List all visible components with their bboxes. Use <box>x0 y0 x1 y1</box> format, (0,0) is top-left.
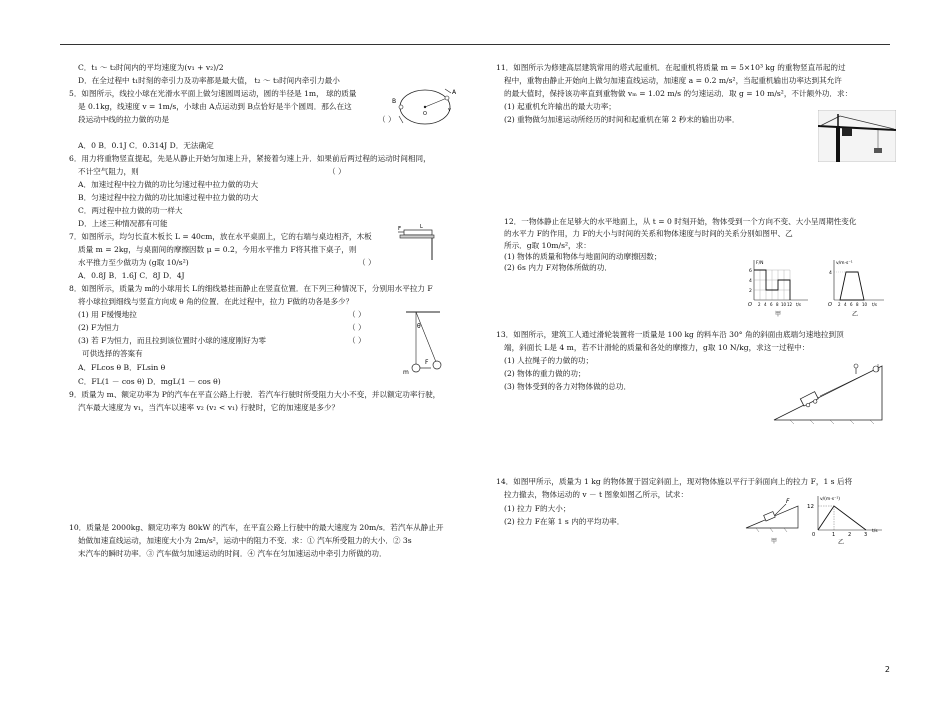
text-line-l25: 9．质量为 m、额定功率为 P的汽车在平直公路上行驶．若汽车行驶时所受阻力大小不变，并以额定功率行驶， <box>69 390 441 399</box>
text-line-l15: 水平推力至少做功为 (g取 10/s²) <box>78 258 189 267</box>
q5-label-v: v <box>448 107 451 113</box>
q7-label-l: L <box>420 224 423 230</box>
text-line-l23: A．FLcos θ B．FLsin θ <box>78 363 166 372</box>
answer-bracket-b81: （ ） <box>348 310 366 319</box>
text-line-l20: (2) F为恒力 <box>78 323 120 332</box>
q14-incline-figure <box>742 496 802 534</box>
q7-label-f: F <box>398 226 402 232</box>
q12-jia-ylabel: F/N <box>756 261 764 266</box>
text-line-l21: (3) 若 F为恒力，而且拉到该位置时小球的速度刚好为零 <box>78 336 266 345</box>
q5-label-o: O <box>423 111 427 117</box>
q12-jia-xtick-8: 8 <box>776 302 779 307</box>
text-line-l1: C．t₁ ～ t₂时间内的平均速度为(v₁ + v₂)/2 <box>78 63 224 72</box>
q12-yi-xtick-6: 6 <box>850 302 853 307</box>
q11-crane-figure <box>818 110 896 162</box>
q12-jia-ytick-2: 2 <box>749 289 752 294</box>
text-line-r3: 的最大值时，保持该功率直到重物做 vₘ = 1.02 m/s 的匀速运动．取 g = 10 m/s²，不计额外功．求： <box>504 89 853 98</box>
text-line-l9: A．加速过程中拉力做的功比匀速过程中拉力做的功大 <box>78 180 259 189</box>
q12-yi-ytick-4: 4 <box>829 271 832 276</box>
text-line-r13: (1) 人拉绳子的力做的功； <box>504 356 594 365</box>
q12-jia-ytick-4: 4 <box>749 279 752 284</box>
text-line-r2: 程中，重物由静止开始向上做匀加速直线运动，加速度 a = 0.2 m/s²，当起重机输出功率达到其允许 <box>504 76 842 85</box>
text-line-r18: (1) 拉力 F的大小； <box>504 504 571 513</box>
text-line-l17: 8．如图所示，质量为 m的小球用长 L的细线悬挂而静止在竖直位置．在下列三种情况下，分别用水平拉力 F <box>69 284 433 293</box>
text-line-l29: 末汽车的瞬时功率．③ 汽车做匀加速运动的时间．④ 汽车在匀加速运动中牵引力所做的功． <box>78 549 387 558</box>
q12-yi-xtick-8: 8 <box>856 302 859 307</box>
text-line-r16: 14．如图甲所示，质量为 1 kg 的物体置于固定斜面上，现对物体施以平行于斜面向上的拉力 F，1 s 后将 <box>496 477 853 486</box>
q14-yi-xlabel: t/s <box>872 529 878 534</box>
text-line-l5: 段运动中线的拉力做的功是 <box>78 115 170 124</box>
q12-velocity-time-graph <box>826 258 886 308</box>
q14-yi-ytick-12: 12 <box>807 504 814 510</box>
text-line-l11: C．两过程中拉力做的功一样大 <box>78 206 183 215</box>
q14-yi-ylabel: v/(m·s⁻¹) <box>820 497 841 502</box>
q7-board-figure <box>398 222 440 262</box>
text-line-r7: 的水平力 F的作用，力 F的大小与时间的关系和物体速度与时间的关系分别如图甲、乙 <box>504 229 793 238</box>
answer-bracket-b5: （ ） <box>378 115 396 124</box>
q12-jia-origin: O <box>748 302 752 308</box>
answer-bracket-b82: （ ） <box>348 323 366 332</box>
q8-label-theta: θ <box>417 323 421 330</box>
q5-label-b: B <box>392 98 397 105</box>
q5-label-a: A <box>452 89 457 96</box>
text-line-l24: C．FL(1 － cos θ) D．mgL(1 － cos θ) <box>78 377 221 386</box>
text-line-l7: 6．用力将重物竖直提起，先是从静止开始匀加速上升，紧接着匀速上升．如果前后两过程的运动时间相同， <box>69 154 431 163</box>
q14-velocity-time-graph <box>806 494 886 538</box>
q12-yi-caption: 乙 <box>852 311 859 318</box>
page-number: 2 <box>884 665 890 674</box>
q12-yi-xtick-2: 2 <box>838 302 841 307</box>
q14-yi-xtick-1: 1 <box>832 532 836 538</box>
text-line-l28: 始做加速直线运动，加速度大小为 2m/s²，运动中的阻力不变．求：① 汽车所受阻力的大小．② 3s <box>78 536 412 545</box>
text-line-r12: 端，斜面长 L是 4 m，若不计滑轮的质量和各处的摩擦力，g取 10 N/kg，求这一过程中： <box>504 343 810 352</box>
q12-jia-xlabel: t/s <box>796 302 801 307</box>
text-line-l2: D．在全过程中 t₁时刻的牵引力及功率都是最大值， t₂ ～ t₃时间内牵引力最小 <box>78 76 340 85</box>
q8-label-f: F <box>425 359 429 366</box>
answer-bracket-b83: （ ） <box>348 336 366 345</box>
q13-incline-figure <box>770 362 890 424</box>
q12-jia-xtick-4: 4 <box>764 302 767 307</box>
text-line-r11: 13．如图所示，建筑工人通过滑轮装置将一质量是 100 kg 的料车沿 30° 角的斜面由底端匀速地拉到顶 <box>496 330 844 339</box>
text-line-r6: 12．一物体静止在足够大的水平地面上，从 t = 0 时刻开始，物体受到一个方向不变、大小呈周期性变化 <box>504 217 857 226</box>
q8-pendulum-figure <box>400 310 448 380</box>
text-line-r15: (3) 物体受到的各力对物体做的总功． <box>504 382 632 391</box>
text-line-r8: 所示．g取 10m/s²，求： <box>504 241 591 250</box>
q12-yi-xtick-4: 4 <box>844 302 847 307</box>
q12-yi-ylabel: v/m·s⁻¹ <box>836 261 853 266</box>
q14-label-f: F <box>786 498 790 505</box>
q12-jia-ytick-6: 6 <box>749 269 752 274</box>
q8-label-m: m <box>403 369 409 376</box>
text-line-l8: 不计空气阻力，则 <box>78 167 139 176</box>
text-line-l14: 质量 m = 2kg，与桌面间的摩擦因数 μ = 0.2，今用水平推力 F将其推下桌子，则 <box>78 245 357 254</box>
q12-jia-caption: 甲 <box>775 311 782 318</box>
text-line-l19: (1) 用 F缓慢地拉 <box>78 310 137 319</box>
q14-yi-xtick-3: 3 <box>864 532 868 538</box>
header-rule <box>60 44 890 45</box>
text-line-r5: (2) 重物做匀加速运动所经历的时间和起重机在第 2 秒末的输出功率． <box>504 115 740 124</box>
text-line-l27: 10．质量是 2000kg、额定功率为 80kW 的汽车，在平直公路上行驶中的最大速度为 20m/s．若汽车从静止开 <box>69 523 444 532</box>
text-line-l3: 5．如图所示，线拉小球在光滑水平面上做匀速圆周运动，圆的半径是 1m， 球的质量 <box>69 89 357 98</box>
text-line-r4: (1) 起重机允许输出的最大功率； <box>504 102 616 111</box>
q12-jia-xtick-12: 12 <box>787 302 793 307</box>
text-line-r10: (2) 6s 内力 F对物体所做的功． <box>504 263 612 272</box>
q12-yi-xtick-10: 10 <box>862 302 868 307</box>
q14-jia-caption: 甲 <box>771 538 778 545</box>
text-line-l4: 是 0.1kg，线速度 v = 1m/s，小球由 A点运动到 B点恰好是半个圆周．那么在这 <box>78 102 352 111</box>
text-line-r19: (2) 拉力 F在第 1 s 内的平均功率． <box>504 517 625 526</box>
answer-bracket-b6: （ ） <box>328 167 346 176</box>
text-line-r9: (1) 物体的质量和物体与地面间的动摩擦因数； <box>504 252 662 261</box>
answer-bracket-b7: （ ） <box>358 258 376 267</box>
text-line-l6: A．0 B．0.1J C．0.314J D．无法确定 <box>78 141 214 150</box>
q12-jia-xtick-2: 2 <box>758 302 761 307</box>
q12-yi-origin: O <box>828 302 832 308</box>
q5-circle-figure <box>390 83 460 131</box>
text-line-r17: 拉力撤去，物体运动的 v － t 图象如图乙所示，试求： <box>504 490 689 499</box>
text-line-l26: 汽车最大速度为 v₁，当汽车以速率 v₂ (v₂ < v₁) 行驶时，它的加速度是多少？ <box>78 403 340 412</box>
q12-yi-xlabel: t/s <box>872 302 877 307</box>
q14-yi-xtick-2: 2 <box>848 532 852 538</box>
text-line-l18: 将小球拉到细线与竖直方向成 θ 角的位置．在此过程中，拉力 F做的功各是多少？ <box>78 297 354 306</box>
text-line-r1: 11．如图所示为修建高层建筑常用的塔式起重机．在起重机将质量 m = 5×10³ kg 的重物竖直吊起的过 <box>496 63 846 72</box>
text-line-r14: (2) 物体的重力做的功； <box>504 369 586 378</box>
text-line-l12: D．上述三种情况都有可能 <box>78 219 168 228</box>
q12-jia-xtick-6: 6 <box>770 302 773 307</box>
text-line-l16: A．0.8J B．1.6J C．8J D．4J <box>78 271 185 280</box>
q14-yi-origin: 0 <box>812 532 816 538</box>
q14-yi-caption: 乙 <box>838 539 845 546</box>
text-line-l10: B．匀速过程中拉力做的功比加速过程中拉力做的功大 <box>78 193 259 202</box>
text-line-l22: 可供选择的答案有 <box>82 349 143 358</box>
q12-force-time-graph <box>746 258 810 308</box>
q12-jia-xtick-10: 10 <box>781 302 787 307</box>
text-line-l13: 7．如图所示，均匀长直木板长 L = 40cm，放在水平桌面上，它的右端与桌边相齐，木板 <box>69 232 372 241</box>
